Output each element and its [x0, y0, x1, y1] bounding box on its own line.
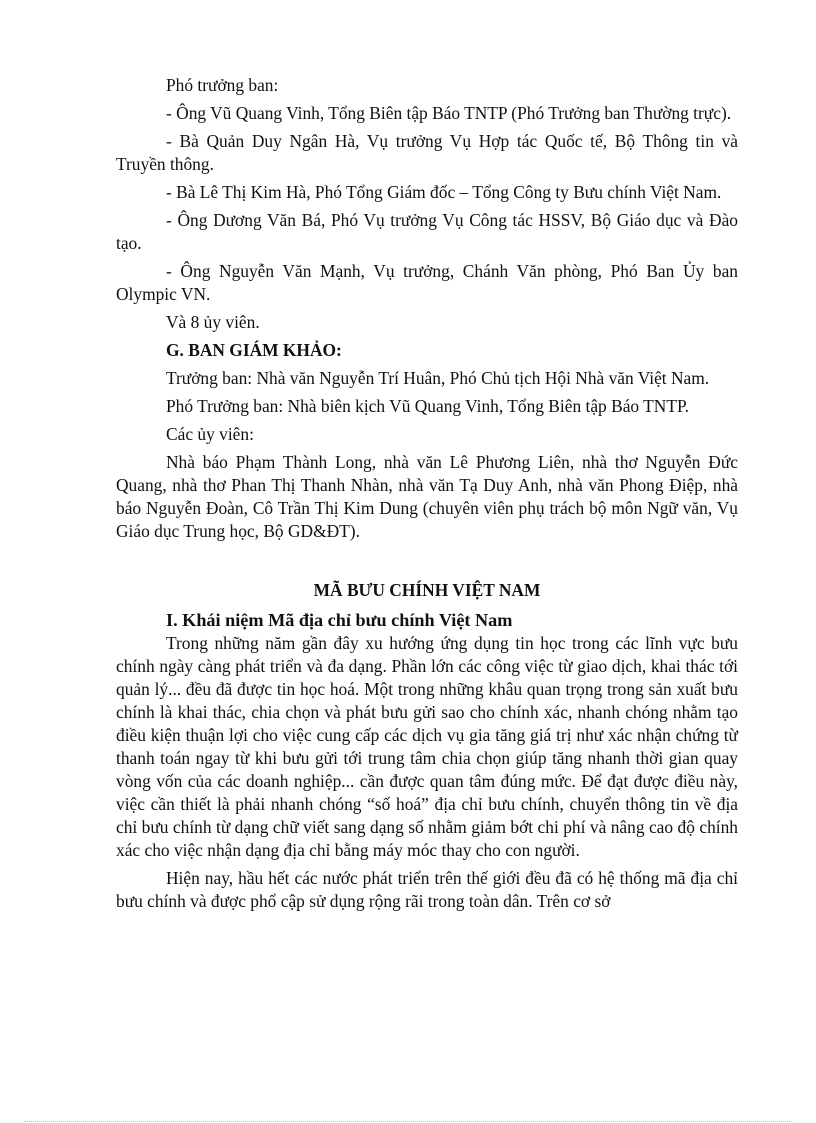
paragraph-jury-members-heading: Các ủy viên:: [166, 424, 254, 444]
page-bottom-border: [24, 1121, 792, 1122]
paragraph-jury-head: Trưởng ban: Nhà văn Nguyễn Trí Huân, Phó Chủ tịch Hội Nhà văn Việt Nam.: [166, 368, 710, 388]
paragraph-deputy-heading: Phó trưởng ban:: [166, 75, 279, 95]
document-title: MÃ BƯU CHÍNH VIỆT NAM: [313, 580, 541, 600]
paragraph-jury-deputy: Phó Trưởng ban: Nhà biên kịch Vũ Quang Vinh, Tổng Biên tập Báo TNTP.: [166, 396, 690, 416]
section-heading-postal-code-concept: I. Khái niệm Mã địa chỉ bưu chính Việt Nam: [166, 610, 513, 630]
paragraph-body-1: Trong những năm gần đây xu hướng ứng dụng tin học trong các lĩnh vực bưu chính ngày càng phát triển và đa dạng. Phần lớn các công việc từ giao dịch, khai thác tới quản lý... đều đã được tin học hoá. Một trong những khâu quan trọng trong sản xuất bưu chính là khai thác, chia chọn và phát bưu gửi sao cho chính xác, nhanh chóng nhằm tạo điều kiện thuận lợi cho việc cung cấp các dịch vụ gia tăng giá trị như xác nhận chứng từ thanh toán ngay từ khi bưu gửi tới trung tâm chia chọn giúp tăng nhanh thời gian quay vòng vốn của các doanh nghiệp... cần được quan tâm đúng mức. Để đạt được điều này, việc cần thiết là phải nhanh chóng “số hoá” địa chỉ bưu chính, chuyển thông tin về địa chỉ bưu chính từ dạng chữ viết sang dạng số nhằm giảm bớt chi phí và nâng cao độ chính xác cho việc nhận dạng địa chỉ bằng máy móc thay cho con người.: [116, 633, 738, 860]
paragraph-deputy-3: - Bà Lê Thị Kim Hà, Phó Tổng Giám đốc – Tổng Công ty Bưu chính Việt Nam.: [166, 182, 722, 202]
paragraph-deputy-5: - Ông Nguyễn Văn Mạnh, Vụ trưởng, Chánh Văn phòng, Phó Ban Ủy ban Olympic VN.: [116, 261, 738, 304]
spacer: [116, 543, 738, 579]
paragraph-members-count: Và 8 ủy viên.: [166, 312, 260, 332]
paragraph-deputy-4: - Ông Dương Văn Bá, Phó Vụ trưởng Vụ Công tác HSSV, Bộ Giáo dục và Đào tạo.: [116, 210, 738, 253]
section-heading-jury: G. BAN GIÁM KHẢO:: [166, 340, 342, 360]
paragraph-deputy-1: - Ông Vũ Quang Vinh, Tổng Biên tập Báo TNTP (Phó Trưởng ban Thường trực).: [166, 103, 732, 123]
paragraph-jury-members: Nhà báo Phạm Thành Long, nhà văn Lê Phương Liên, nhà thơ Nguyễn Đức Quang, nhà thơ Phan Thị Thanh Nhàn, nhà văn Tạ Duy Anh, nhà văn Phong Điệp, nhà báo Nguyễn Đoàn, Cô Trần Thị Kim Dung (chuyên viên phụ trách bộ môn Ngữ văn, Vụ Giáo dục Trung học, Bộ GD&ĐT).: [116, 452, 738, 541]
paragraph-body-2: Hiện nay, hầu hết các nước phát triển trên thế giới đều đã có hệ thống mã địa chỉ bưu chính và được phổ cập sử dụng rộng rãi trong toàn dân. Trên cơ sở: [116, 868, 738, 911]
paragraph-deputy-2: - Bà Quản Duy Ngân Hà, Vụ trưởng Vụ Hợp tác Quốc tế, Bộ Thông tin và Truyền thông.: [116, 131, 738, 174]
document-page: [116, 74, 738, 913]
spacer: [116, 602, 738, 609]
